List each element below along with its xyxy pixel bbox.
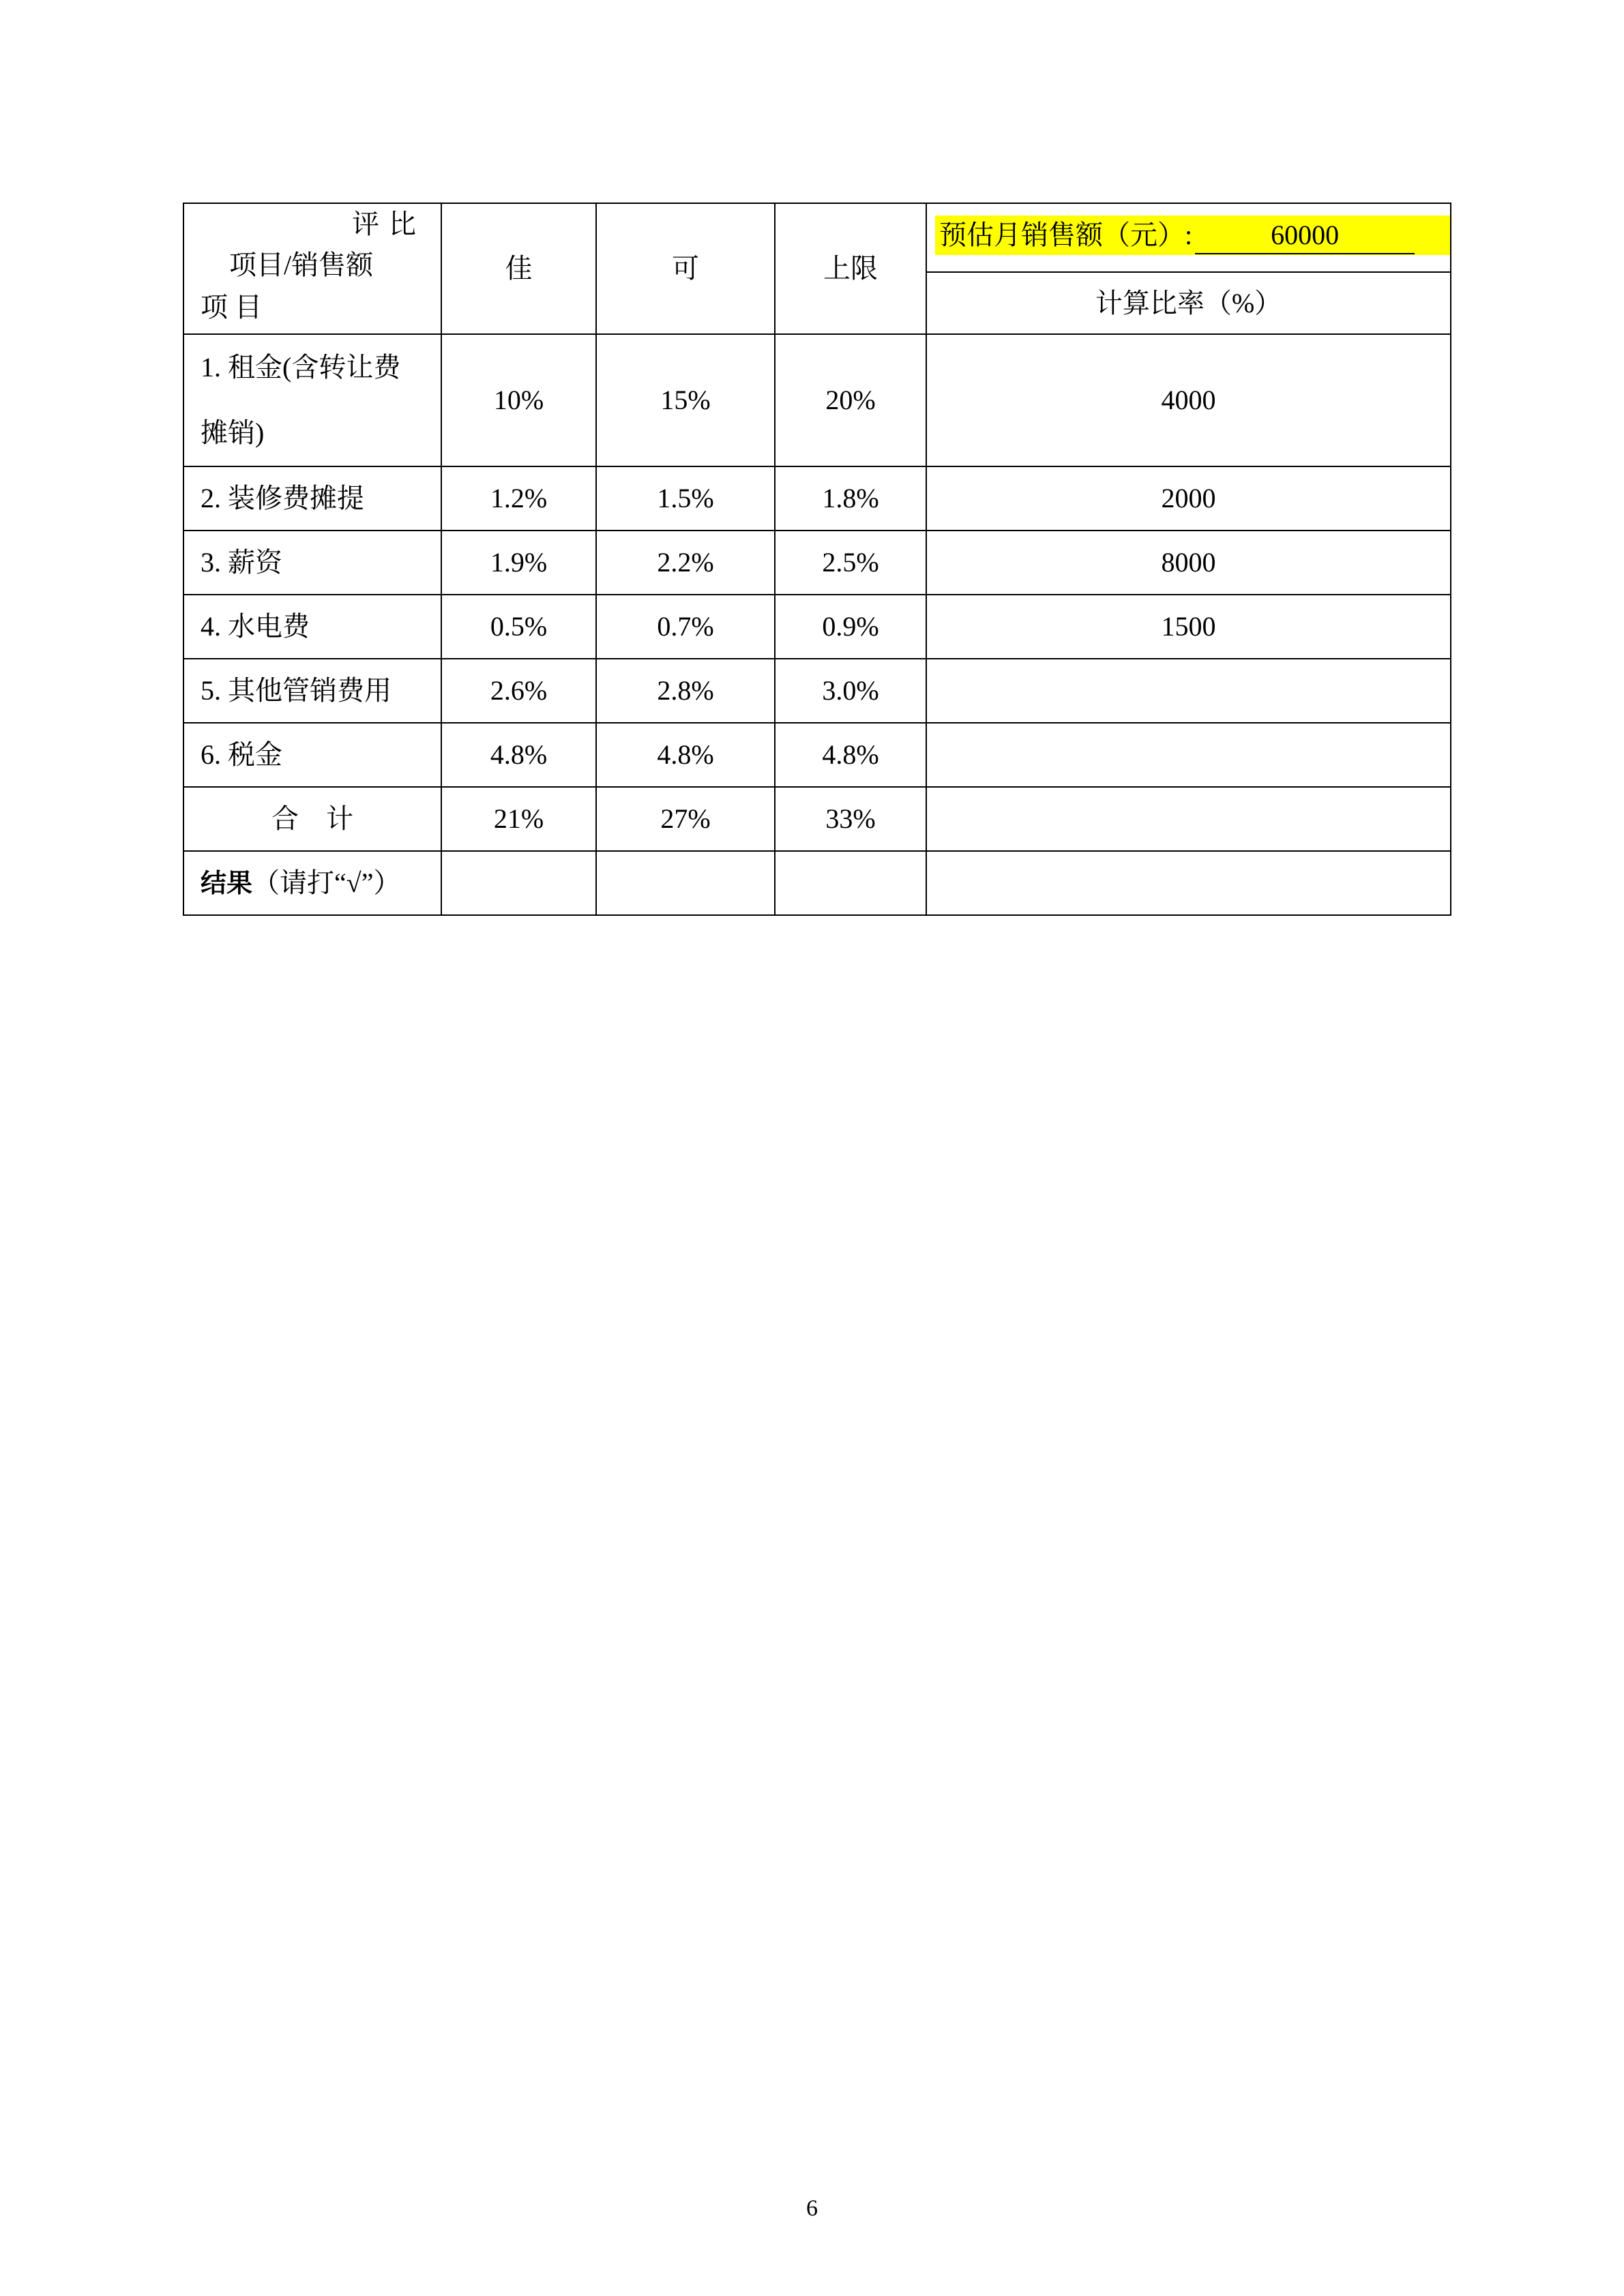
row-calc-value[interactable] <box>926 659 1451 723</box>
row-calc-value[interactable] <box>926 723 1451 787</box>
row-acceptable-value: 0.7% <box>596 595 775 659</box>
store-evaluation-table <box>183 203 1451 916</box>
table-row <box>183 531 1451 595</box>
calc-ratio-header: 计算比率（%） <box>926 272 1451 334</box>
row-calc-value[interactable]: 1500 <box>926 595 1451 659</box>
result-good-check[interactable] <box>441 851 596 915</box>
row-item-label: 3. 薪资 <box>183 531 441 595</box>
result-limit-check[interactable] <box>775 851 926 915</box>
table-row <box>183 334 1451 466</box>
row-acceptable-value: 15% <box>596 334 775 466</box>
row-calc-value[interactable]: 4000 <box>926 334 1451 466</box>
table-row <box>183 723 1451 787</box>
total-limit-value: 33% <box>775 787 926 851</box>
rent-label-line1: 1. 租金(含转让费 <box>201 352 401 383</box>
row-good-value: 1.9% <box>441 531 596 595</box>
header-upper-limit: 上限 <box>775 203 926 334</box>
row-item-label <box>183 334 441 466</box>
total-calc-value[interactable] <box>926 787 1451 851</box>
table-row <box>183 466 1451 531</box>
estimated-sales-highlight <box>935 215 1450 255</box>
header-item-sales-label: 项目/销售额 <box>229 250 374 280</box>
table-row <box>183 659 1451 723</box>
row-good-value: 1.2% <box>441 466 596 531</box>
row-acceptable-value: 2.8% <box>596 659 775 723</box>
row-limit-value: 0.9% <box>775 595 926 659</box>
row-acceptable-value: 2.2% <box>596 531 775 595</box>
row-item-label: 6. 税金 <box>183 723 441 787</box>
row-good-value: 10% <box>441 334 596 466</box>
diagonal-header-cell <box>183 203 441 334</box>
row-calc-value[interactable]: 8000 <box>926 531 1451 595</box>
row-item-label: 4. 水电费 <box>183 595 441 659</box>
header-evaluation-label: 评比 <box>352 209 426 239</box>
row-acceptable-value: 4.8% <box>596 723 775 787</box>
estimated-sales-cell <box>926 203 1451 272</box>
row-limit-value: 2.5% <box>775 531 926 595</box>
row-item-label: 5. 其他管销费用 <box>183 659 441 723</box>
table-row <box>183 595 1451 659</box>
total-row <box>183 787 1451 851</box>
row-good-value: 0.5% <box>441 595 596 659</box>
rent-label-line2: 摊销) <box>201 417 265 448</box>
estimated-sales-label: 预估月销售额（元）: <box>939 220 1193 250</box>
result-label-instruction: （请打“√”） <box>252 867 401 898</box>
row-limit-value: 20% <box>775 334 926 466</box>
row-acceptable-value: 1.5% <box>596 466 775 531</box>
header-item-label: 项目 <box>201 292 269 323</box>
total-acceptable-value: 27% <box>596 787 775 851</box>
total-label: 合计 <box>183 787 441 851</box>
estimated-sales-value[interactable]: 60000 <box>1195 218 1415 254</box>
row-calc-value[interactable]: 2000 <box>926 466 1451 531</box>
row-limit-value: 1.8% <box>775 466 926 531</box>
row-item-label: 2. 装修费摊提 <box>183 466 441 531</box>
result-calc-check[interactable] <box>926 851 1451 915</box>
row-good-value: 2.6% <box>441 659 596 723</box>
page-number: 6 <box>806 2196 818 2221</box>
row-limit-value: 4.8% <box>775 723 926 787</box>
header-acceptable: 可 <box>596 203 775 334</box>
total-good-value: 21% <box>441 787 596 851</box>
result-label <box>183 851 441 915</box>
row-good-value: 4.8% <box>441 723 596 787</box>
result-acceptable-check[interactable] <box>596 851 775 915</box>
row-limit-value: 3.0% <box>775 659 926 723</box>
result-row <box>183 851 1451 915</box>
result-label-bold: 结果 <box>201 868 253 898</box>
header-good: 佳 <box>441 203 596 334</box>
